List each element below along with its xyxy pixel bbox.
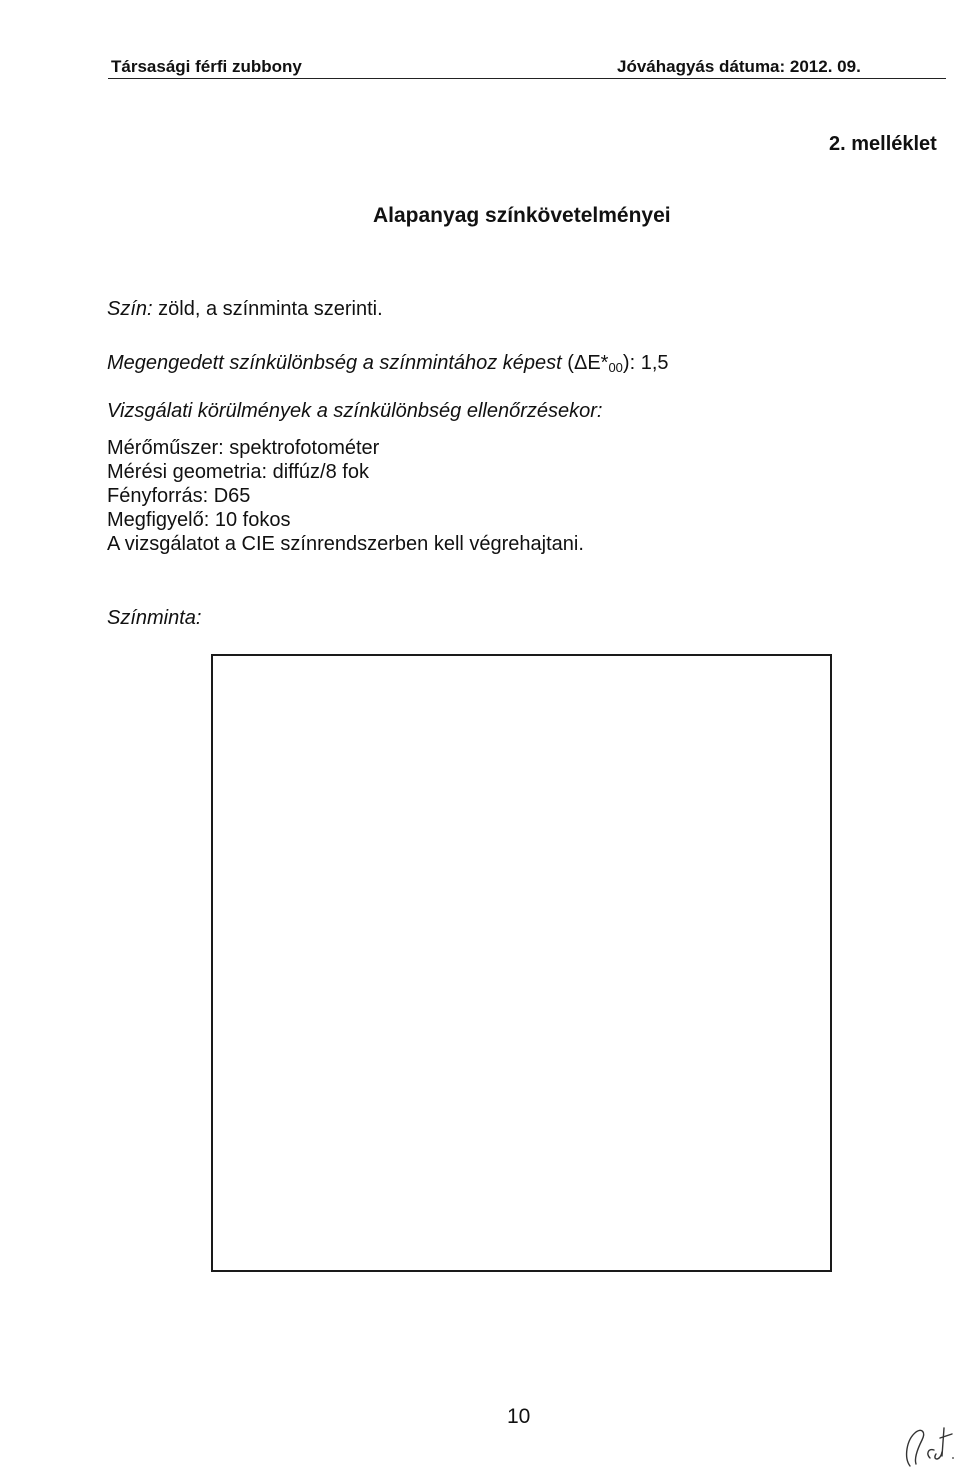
tolerance-label: Megengedett színkülönbség a színmintához képest [107, 352, 562, 374]
sample-label: Színminta: [107, 607, 202, 629]
header-approval-date: Jóváhagyás dátuma: 2012. 09. [617, 57, 861, 76]
tolerance-line [107, 352, 669, 375]
color-value: zöld, a színminta szerinti. [158, 298, 383, 320]
tolerance-subscript: 00 [608, 360, 623, 375]
condition-item: Mérési geometria: diffúz/8 fok [107, 461, 369, 483]
color-label: Szín: [107, 298, 153, 320]
color-line [107, 298, 383, 321]
header-rule [108, 78, 946, 79]
header-document-name: Társasági férfi zubbony [111, 57, 302, 76]
tolerance-symbol: (ΔE* [567, 352, 609, 374]
condition-item: A vizsgálatot a CIE színrendszerben kell végrehajtani. [107, 533, 584, 555]
handwritten-initials [896, 1418, 956, 1470]
page-number: 10 [507, 1405, 531, 1428]
condition-item: Fényforrás: D65 [107, 485, 251, 507]
condition-item: Megfigyelő: 10 fokos [107, 509, 291, 531]
color-sample-box [211, 654, 832, 1272]
condition-item: Mérőműszer: spektrofotométer [107, 437, 380, 459]
annex-label: 2. melléklet [829, 133, 937, 155]
conditions-heading: Vizsgálati körülmények a színkülönbség ellenőrzésekor: [107, 400, 603, 422]
tolerance-value: ): 1,5 [622, 352, 669, 374]
page-title-text: Alapanyag színkövetelményei [373, 204, 671, 227]
